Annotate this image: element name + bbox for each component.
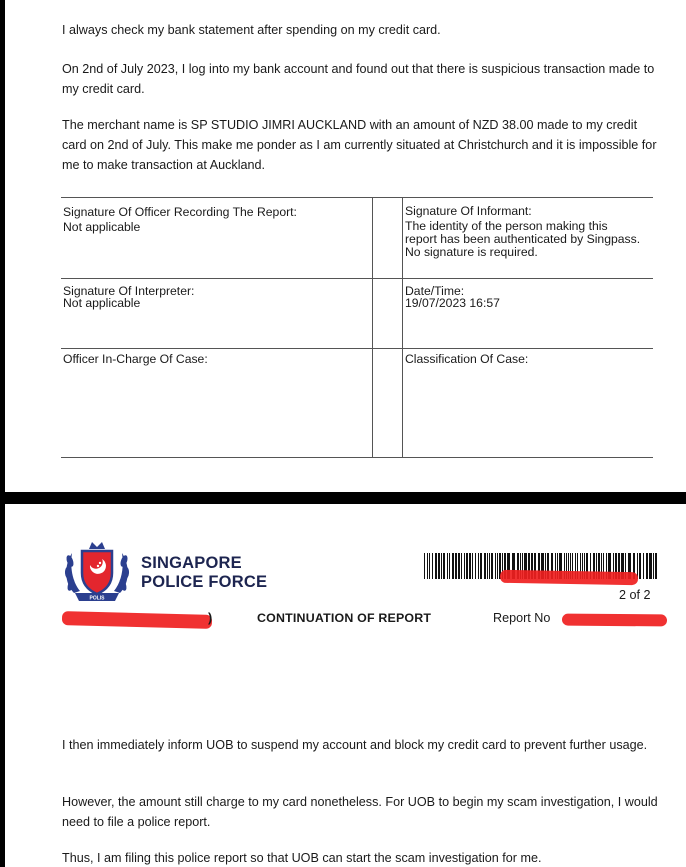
- table-border-bottom: [61, 457, 653, 458]
- statement-paragraph: I always check my bank statement after spending on my credit card.: [62, 23, 441, 37]
- redaction-mark-report-number: [562, 614, 667, 627]
- barcode-bar: [655, 553, 657, 579]
- classification-label: Classification Of Case:: [405, 352, 529, 366]
- barcode-bar: [455, 553, 457, 579]
- page-number: 2 of 2: [619, 588, 651, 602]
- barcode-bar: [443, 553, 445, 579]
- statement-paragraph: On 2nd of July 2023, I log into my bank account and found out that there is suspicious transaction made to my credit card.: [62, 62, 655, 96]
- barcode-bar: [475, 553, 476, 579]
- barcode-bar: [427, 553, 428, 579]
- barcode-bar: [469, 553, 471, 579]
- report-page-2: [5, 504, 686, 867]
- informant-signature-value: The identity of the person making this report has been authenticated by Singpass. No signature is required.: [405, 219, 641, 259]
- barcode-bar: [472, 553, 473, 579]
- statement-paragraph: I then immediately inform UOB to suspend my account and block my credit card to prevent further usage.: [62, 738, 648, 752]
- barcode-bar: [447, 553, 448, 579]
- barcode-bar: [464, 553, 465, 579]
- crown-icon: [89, 542, 105, 549]
- informant-signature-label: Signature Of Informant:: [405, 204, 532, 218]
- barcode-bar: [424, 553, 425, 579]
- barcode-bar: [478, 553, 479, 579]
- officer-signature-value: Not applicable: [63, 220, 141, 234]
- brand-line-2: POLICE FORCE: [141, 573, 268, 591]
- shield-icon: [82, 551, 112, 594]
- interpreter-signature-label: Signature Of Interpreter:: [63, 284, 195, 298]
- barcode-bar: [495, 553, 496, 579]
- barcode-bar: [484, 553, 486, 579]
- barcode-bar: [480, 553, 482, 579]
- table-row-divider: [61, 278, 653, 279]
- redaction-mark-barcode: [500, 570, 638, 585]
- barcode-bar: [489, 553, 490, 579]
- barcode-bar: [461, 553, 462, 579]
- datetime-label: Date/Time:: [405, 284, 465, 298]
- barcode-bar: [432, 553, 433, 579]
- logo-banner-text: POLIS: [89, 595, 105, 602]
- redacted-field-end: ): [208, 611, 213, 625]
- logo-banner: [75, 593, 119, 602]
- barcode-bar: [435, 553, 437, 579]
- statement-paragraph: The merchant name is SP STUDIO JIMRI AUCKLAND with an amount of NZD 38.00 made to my credit card on 2nd of July. This make me ponder as I am currently situated at Christchurch and it is impossible for me to make transaction at Auckland.: [62, 118, 657, 172]
- barcode-bar: [487, 553, 488, 579]
- brand-name: [141, 554, 267, 592]
- table-border-top: [61, 197, 653, 198]
- barcode-bar: [449, 553, 450, 579]
- barcode-bar: [649, 553, 652, 579]
- report-number-label: Report No: [493, 611, 551, 625]
- barcode-bar: [458, 553, 460, 579]
- barcode-bar: [653, 553, 654, 579]
- datetime-value: 19/07/2023 16:57: [405, 296, 500, 310]
- barcode-bar: [441, 553, 442, 579]
- redaction-mark-name: [62, 611, 212, 629]
- table-column-divider: [372, 197, 373, 458]
- barcode-bar: [466, 553, 468, 579]
- continuation-title: CONTINUATION OF REPORT: [257, 611, 432, 625]
- barcode-bar: [639, 553, 641, 579]
- officer-in-charge-label: Officer In-Charge Of Case:: [63, 352, 208, 366]
- barcode-bar: [643, 553, 644, 579]
- barcode-bar: [438, 553, 440, 579]
- barcode-bar: [491, 553, 493, 579]
- barcode-bar: [429, 553, 430, 579]
- table-row-divider: [61, 348, 653, 349]
- barcode-bar: [646, 553, 648, 579]
- interpreter-signature-value: Not applicable: [63, 296, 141, 310]
- report-page-1: [5, 0, 686, 492]
- brand-line-1: SINGAPORE: [141, 554, 242, 572]
- officer-signature-label: Signature Of Officer Recording The Report:: [63, 205, 297, 219]
- statement-paragraph: Thus, I am filing this police report so that UOB can start the scam investigation for me.: [62, 851, 542, 865]
- table-column-divider: [402, 197, 403, 458]
- police-crest-logo: [62, 539, 132, 605]
- statement-paragraph: However, the amount still charge to my card nonetheless. For UOB to begin my scam investigation, I would need to file a police report.: [62, 795, 658, 829]
- barcode-bar: [452, 553, 454, 579]
- barcode-bar: [497, 553, 498, 579]
